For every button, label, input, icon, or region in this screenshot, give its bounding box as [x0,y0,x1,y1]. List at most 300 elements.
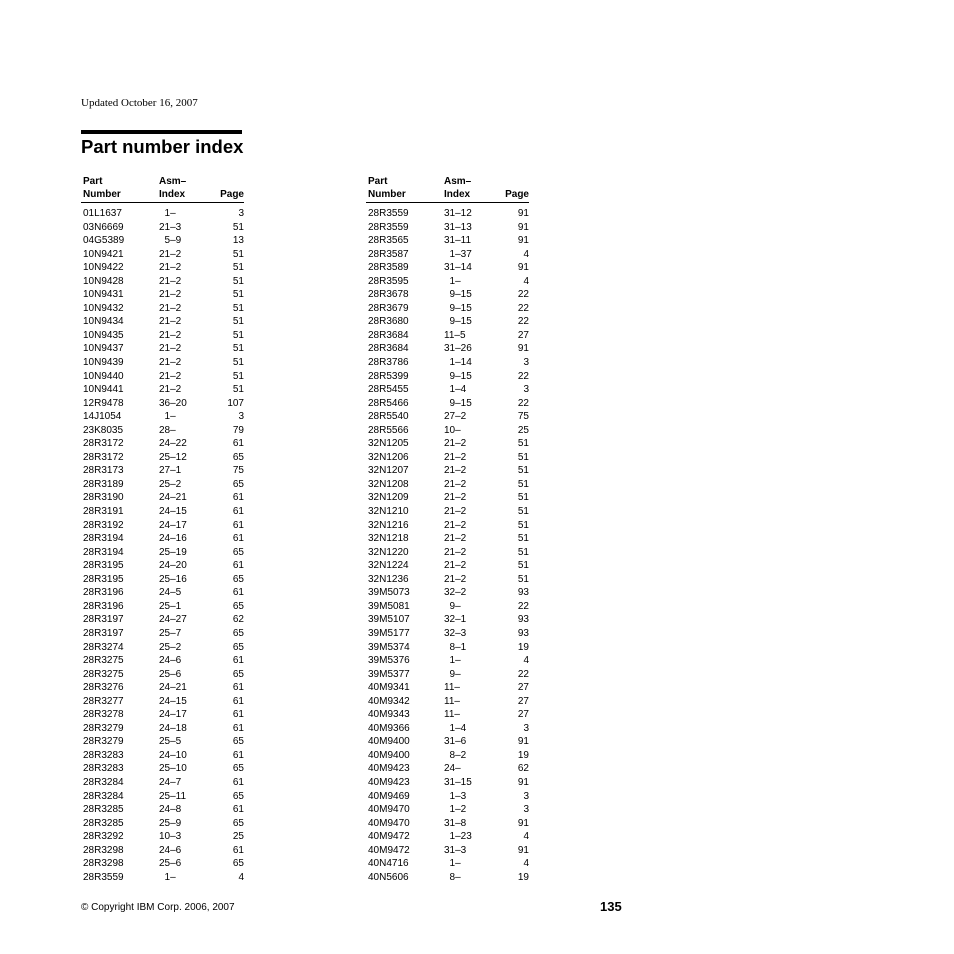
page-cell: 4 [238,871,244,883]
table-row [81,817,244,831]
page-number: 135 [600,899,622,914]
table-row [81,776,244,790]
part-number-cell: 03N6669 [83,221,124,233]
asm-index-cell: 1–14 [444,357,472,369]
table-row [366,776,529,790]
asm-index-cell: 1–4 [444,384,467,396]
part-number-cell: 39M5081 [368,600,410,612]
page-cell: 51 [517,465,529,477]
table-row [81,397,244,411]
table-row [366,275,529,289]
page-cell: 3 [523,357,529,369]
page-cell: 65 [232,478,244,490]
asm-index-cell: 36–20 [159,397,187,409]
page-cell: 19 [517,749,529,761]
part-number-cell: 28R3680 [368,316,409,328]
part-number-cell: 39M5374 [368,641,410,653]
asm-index-cell: 21–2 [444,519,467,531]
page-cell: 107 [227,397,244,409]
part-number-cell: 28R3195 [83,560,124,572]
table-row [366,302,529,316]
part-number-cell: 40M9469 [368,790,410,802]
asm-index-cell: 1– [159,208,176,219]
table-header [366,172,529,203]
page-cell: 61 [232,655,244,667]
part-number-cell: 28R3276 [83,682,124,694]
table-header [81,172,244,203]
page-cell: 22 [517,370,529,382]
part-number-cell: 28R3274 [83,641,124,653]
asm-index-cell: 31–12 [444,208,472,219]
table-row [366,627,529,641]
part-number-cell: 40M9470 [368,817,410,829]
asm-index-cell: 9– [444,668,461,680]
asm-index-cell: 24–16 [159,533,187,545]
part-number-cell: 28R3565 [368,235,409,247]
asm-index-cell: 27–1 [159,465,182,477]
page-cell: 51 [232,384,244,396]
page-cell: 91 [517,776,529,788]
part-number-cell: 10N9439 [83,357,124,369]
page-cell: 91 [517,736,529,748]
page-cell: 65 [232,546,244,558]
part-number-cell: 32N1206 [368,451,409,463]
asm-index-cell: 9–15 [444,316,472,328]
asm-index-cell: 24–21 [159,492,187,504]
asm-index-cell: 21–2 [159,357,182,369]
page-cell: 93 [517,627,529,639]
table-row [81,464,244,478]
asm-index-cell: 1– [159,871,176,883]
page-cell: 91 [517,844,529,856]
part-number-cell: 32N1220 [368,546,409,558]
part-number-cell: 28R5540 [368,411,409,423]
asm-index-cell: 21–2 [444,465,467,477]
asm-index-cell: 1–2 [444,804,467,816]
page-cell: 91 [517,221,529,233]
table-row [81,844,244,858]
page-cell: 51 [232,289,244,301]
part-number-cell: 28R3679 [368,302,409,314]
table-row [81,735,244,749]
table-row [366,261,529,275]
table-body [366,207,529,884]
asm-index-cell: 10–3 [159,831,182,843]
part-number-cell: 28R3279 [83,722,124,734]
asm-index-cell: 21–2 [444,438,467,450]
table-row [366,410,529,424]
page-cell: 4 [523,858,529,870]
part-number-cell: 28R3196 [83,600,124,612]
page-cell: 75 [517,411,529,423]
asm-index-cell: 21–3 [159,221,182,233]
table-row [366,329,529,343]
part-number-cell: 28R3298 [83,844,124,856]
table-row [81,749,244,763]
page-cell: 61 [232,438,244,450]
part-number-cell: 28R3194 [83,546,124,558]
page-cell: 65 [232,627,244,639]
table-row [366,613,529,627]
page-cell: 61 [232,587,244,599]
asm-index-cell: 25–6 [159,858,182,870]
asm-index-cell: 21–2 [159,302,182,314]
asm-index-cell: 9–15 [444,397,472,409]
part-number-cell: 28R3172 [83,451,124,463]
updated-date: Updated October 16, 2007 [81,97,198,109]
asm-index-cell: 11–5 [444,329,466,341]
page-cell: 51 [232,302,244,314]
table-row [81,288,244,302]
asm-index-cell: 11– [444,682,460,694]
page-cell: 51 [232,221,244,233]
table-row [81,573,244,587]
part-number-cell: 28R3284 [83,776,124,788]
table-row [366,342,529,356]
part-number-cell: 28R3559 [83,871,124,883]
table-row [366,844,529,858]
part-number-cell: 28R3587 [368,248,409,260]
asm-index-cell: 24– [444,763,461,775]
table-row [366,749,529,763]
asm-index-cell: 21–2 [444,506,467,518]
part-number-cell: 28R3173 [83,465,124,477]
part-number-cell: 40M9400 [368,749,410,761]
asm-index-cell: 24–6 [159,844,182,856]
part-number-cell: 32N1209 [368,492,409,504]
asm-index-cell: 25–1 [159,600,182,612]
page-cell: 22 [517,668,529,680]
part-number-cell: 28R3283 [83,749,124,761]
page-cell: 51 [517,438,529,450]
part-number-cell: 40M9341 [368,682,410,694]
table-row [81,830,244,844]
asm-index-cell: 9–15 [444,370,472,382]
asm-index-cell: 9–15 [444,302,472,314]
table-row [81,613,244,627]
table-row [366,315,529,329]
page-cell: 91 [517,817,529,829]
page-cell: 65 [232,817,244,829]
part-number-cell: 32N1236 [368,573,409,585]
asm-index-cell: 1–3 [444,790,467,802]
page-cell: 75 [232,465,244,477]
part-number-cell: 28R3197 [83,627,124,639]
page-cell: 25 [517,424,529,436]
asm-index-cell: 21–2 [159,275,182,287]
page-cell: 51 [232,329,244,341]
header-part-number: Part Number [83,176,121,200]
asm-index-cell: 31–11 [444,235,472,247]
page-cell: 65 [232,736,244,748]
header-page: Page [505,189,529,200]
table-row [81,505,244,519]
page-cell: 51 [232,275,244,287]
page-cell: 22 [517,397,529,409]
table-row [366,695,529,709]
part-number-cell: 04G5389 [83,235,125,247]
table-row [81,546,244,560]
table-row [366,681,529,695]
part-number-cell: 28R3298 [83,858,124,870]
asm-index-cell: 27–2 [444,411,467,423]
table-row [81,383,244,397]
asm-index-cell: 5–9 [159,235,182,247]
page-cell: 13 [232,235,244,247]
table-row [81,207,244,221]
asm-index-cell: 31–13 [444,221,472,233]
part-number-cell: 28R3278 [83,709,124,721]
table-row [81,275,244,289]
page-cell: 4 [523,831,529,843]
asm-index-cell: 32–1 [444,614,467,626]
asm-index-cell: 31–15 [444,776,472,788]
table-row [366,857,529,871]
asm-index-cell: 21–2 [159,248,182,260]
part-number-cell: 28R5466 [368,397,409,409]
asm-index-cell: 21–2 [444,451,467,463]
page-cell: 61 [232,804,244,816]
page-cell: 61 [232,682,244,694]
table-row [81,803,244,817]
part-number-cell: 32N1224 [368,560,409,572]
part-number-cell: 28R5399 [368,370,409,382]
part-number-cell: 28R3595 [368,275,409,287]
asm-index-cell: 32–2 [444,587,467,599]
asm-index-cell: 32–3 [444,627,467,639]
index-table-left [81,172,244,884]
table-row [81,342,244,356]
asm-index-cell: 8–1 [444,641,467,653]
table-row [366,370,529,384]
asm-index-cell: 25–11 [159,790,187,802]
page-cell: 65 [232,641,244,653]
part-number-cell: 39M5177 [368,627,410,639]
page-cell: 51 [232,262,244,274]
part-number-cell: 32N1216 [368,519,409,531]
page-cell: 61 [232,776,244,788]
asm-index-cell: 10– [444,424,461,436]
page-cell: 61 [232,844,244,856]
page-cell: 51 [517,451,529,463]
table-row [81,871,244,885]
part-number-cell: 32N1208 [368,478,409,490]
page-cell: 61 [232,533,244,545]
page-cell: 61 [232,519,244,531]
page-cell: 3 [523,384,529,396]
part-number-cell: 40M9423 [368,763,410,775]
asm-index-cell: 21–2 [444,492,467,504]
page-cell: 27 [517,695,529,707]
page-cell: 51 [517,546,529,558]
part-number-cell: 10N9441 [83,384,124,396]
page-cell: 61 [232,749,244,761]
page-cell: 19 [517,641,529,653]
asm-index-cell: 24–5 [159,587,182,599]
part-number-cell: 32N1218 [368,533,409,545]
page-cell: 91 [517,262,529,274]
page-cell: 65 [232,668,244,680]
table-row [366,559,529,573]
page-cell: 3 [238,411,244,423]
table-row [81,627,244,641]
table-row [81,248,244,262]
part-number-cell: 10N9428 [83,275,124,287]
table-row [366,356,529,370]
asm-index-cell: 1–4 [444,722,467,734]
asm-index-cell: 24–17 [159,519,187,531]
page-cell: 61 [232,492,244,504]
table-row [81,532,244,546]
asm-index-cell: 25–6 [159,668,182,680]
page-cell: 4 [523,655,529,667]
asm-index-cell: 25–7 [159,627,182,639]
table-row [81,451,244,465]
page-cell: 61 [232,709,244,721]
asm-index-cell: 25–5 [159,736,182,748]
page-cell: 65 [232,573,244,585]
table-row [81,221,244,235]
asm-index-cell: 1– [444,275,461,287]
part-number-cell: 28R3283 [83,763,124,775]
table-row [366,451,529,465]
part-number-cell: 40M9472 [368,831,410,843]
part-number-cell: 28R3279 [83,736,124,748]
part-number-cell: 28R3684 [368,329,409,341]
asm-index-cell: 8– [444,871,461,883]
part-number-cell: 28R3197 [83,614,124,626]
part-number-cell: 28R3285 [83,804,124,816]
table-row [366,532,529,546]
table-row [81,234,244,248]
header-page: Page [220,189,244,200]
asm-index-cell: 24–27 [159,614,187,626]
part-number-cell: 28R3191 [83,506,124,518]
part-number-cell: 10N9435 [83,329,124,341]
asm-index-cell: 25–2 [159,641,182,653]
part-number-cell: 28R3589 [368,262,409,274]
asm-index-cell: 31–6 [444,736,467,748]
page-cell: 79 [232,424,244,436]
page-cell: 27 [517,329,529,341]
header-part-number: Part Number [368,176,406,200]
part-number-cell: 10N9440 [83,370,124,382]
asm-index-cell: 25–19 [159,546,187,558]
asm-index-cell: 9–15 [444,289,472,301]
page-cell: 3 [523,790,529,802]
part-number-cell: 39M5376 [368,655,410,667]
page-cell: 51 [232,343,244,355]
part-number-cell: 28R3189 [83,478,124,490]
asm-index-cell: 21–2 [444,478,467,490]
table-row [366,668,529,682]
table-row [81,261,244,275]
part-number-cell: 32N1205 [368,438,409,450]
page-cell: 4 [523,275,529,287]
asm-index-cell: 1– [444,655,461,667]
page-cell: 65 [232,858,244,870]
part-number-cell: 28R3277 [83,695,124,707]
page-cell: 51 [517,560,529,572]
page-cell: 22 [517,600,529,612]
page-cell: 62 [517,763,529,775]
part-number-cell: 10N9431 [83,289,124,301]
table-row [366,546,529,560]
table-row [366,383,529,397]
asm-index-cell: 21–2 [159,316,182,328]
table-row [366,641,529,655]
asm-index-cell: 24–10 [159,749,187,761]
part-number-cell: 28R3195 [83,573,124,585]
table-row [81,424,244,438]
asm-index-cell: 24–15 [159,506,187,518]
asm-index-cell: 21–2 [159,262,182,274]
table-row [81,370,244,384]
asm-index-cell: 21–2 [444,546,467,558]
part-number-cell: 40M9343 [368,709,410,721]
part-number-cell: 28R3292 [83,831,124,843]
index-table-right [366,172,529,884]
asm-index-cell: 31–14 [444,262,472,274]
asm-index-cell: 24–15 [159,695,187,707]
table-row [366,586,529,600]
title-rule [81,130,242,134]
page-cell: 51 [517,573,529,585]
page-cell: 51 [232,357,244,369]
asm-index-cell: 25–12 [159,451,187,463]
part-number-cell: 40M9472 [368,844,410,856]
page-cell: 65 [232,790,244,802]
part-number-cell: 10N9437 [83,343,124,355]
asm-index-cell: 21–2 [159,370,182,382]
table-row [81,790,244,804]
part-number-cell: 28R3678 [368,289,409,301]
table-body [81,207,244,884]
table-row [81,315,244,329]
table-row [366,871,529,885]
asm-index-cell: 21–2 [159,384,182,396]
page-cell: 51 [232,248,244,260]
asm-index-cell: 24–20 [159,560,187,572]
part-number-cell: 28R3684 [368,343,409,355]
part-number-cell: 28R3559 [368,208,409,219]
asm-index-cell: 25–10 [159,763,187,775]
table-row [81,708,244,722]
part-number-cell: 10N9421 [83,248,124,260]
part-number-cell: 28R3194 [83,533,124,545]
part-number-cell: 12R9478 [83,397,124,409]
page-cell: 3 [523,804,529,816]
page-cell: 61 [232,560,244,572]
asm-index-cell: 8–2 [444,749,467,761]
header-asm-index: Asm– Index [444,176,472,200]
table-row [366,437,529,451]
part-number-cell: 40N5606 [368,871,409,883]
page-cell: 93 [517,614,529,626]
table-row [366,735,529,749]
page-cell: 61 [232,722,244,734]
part-number-cell: 28R5455 [368,384,409,396]
asm-index-cell: 9– [444,600,461,612]
table-row [366,654,529,668]
table-row [366,722,529,736]
table-row [81,668,244,682]
page-cell: 61 [232,506,244,518]
table-row [81,681,244,695]
copyright-notice: © Copyright IBM Corp. 2006, 2007 [81,902,235,913]
page-cell: 51 [517,492,529,504]
asm-index-cell: 21–2 [159,343,182,355]
